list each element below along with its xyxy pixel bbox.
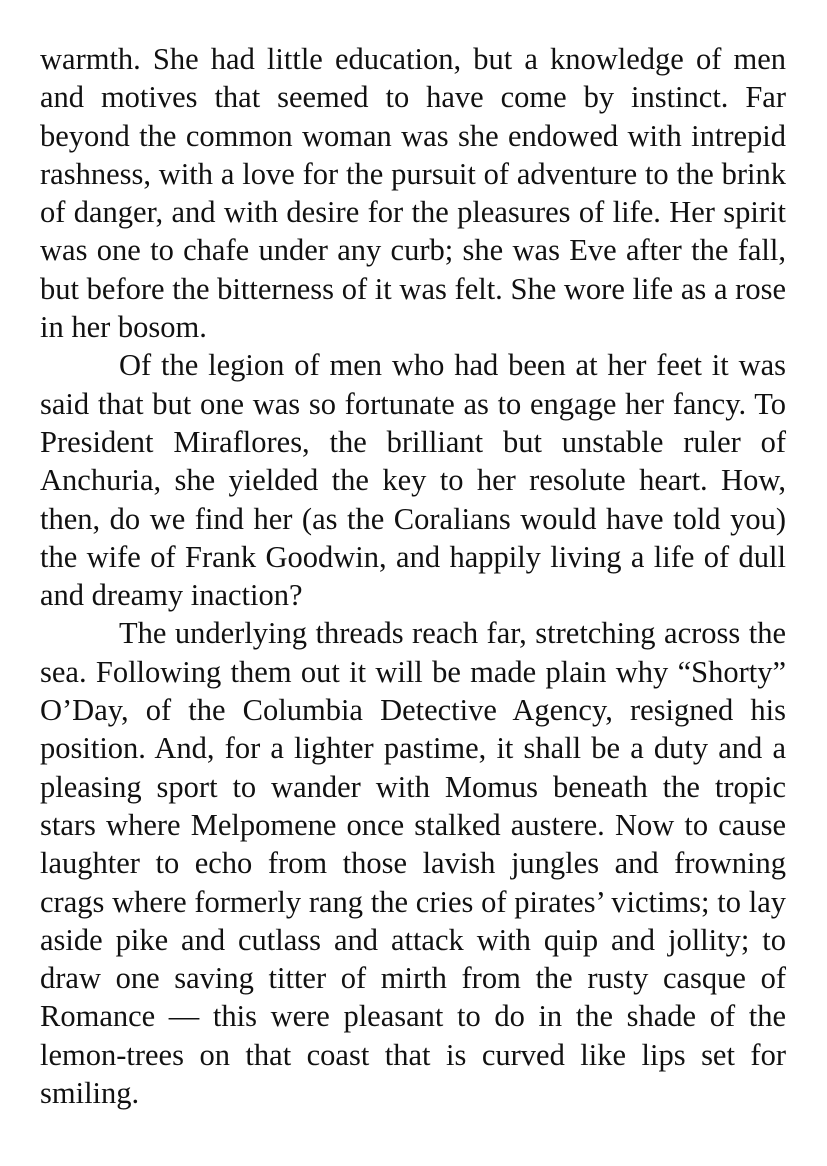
paragraph-2: Of the legion of men who had been at her feet it was said that but one was so fortunate as to engage her fancy. To President Miraflores, the brilliant but unstable ruler of Anchuria, she yielded the key to her resolute heart. How, then, do we find her (as the Coralians would have told you) the wife of Frank Goodwin, and happily living a life of dull and dreamy inaction?: [40, 348, 786, 613]
paragraph-1: warmth. She had little education, but a knowledge of men and motives that seemed to have come by instinct. Far beyond the common woman was she endowed with intrepid rashness, with a love for the pursuit of adventure to the brink of danger, and with desire for the pleasures of life. Her spirit was one to chafe under any curb; she was Eve after the fall, but before the bitterness of it was felt. She wore life as a rose in her bosom.: [40, 42, 786, 345]
document-page: [40, 40, 786, 1112]
paragraph-3: The underlying threads reach far, stretching across the sea. Following them out it will be made plain why “Shorty” O’Day, of the Columbia Detective Agency, resigned his position. And, for a lighter pastime, it shall be a duty and a pleasing sport to wander with Momus beneath the tropic stars where Melpomene once stalked austere. Now to cause laughter to echo from those lavish jungles and frowning crags where formerly rang the cries of pirates’ victims; to lay aside pike and cutlass and attack with quip and jollity; to draw one saving titter of mirth from the rusty casque of Romance — this were pleasant to do in the shade of the lemon-trees on that coast that is curved like lips set for smiling.: [40, 616, 786, 1111]
